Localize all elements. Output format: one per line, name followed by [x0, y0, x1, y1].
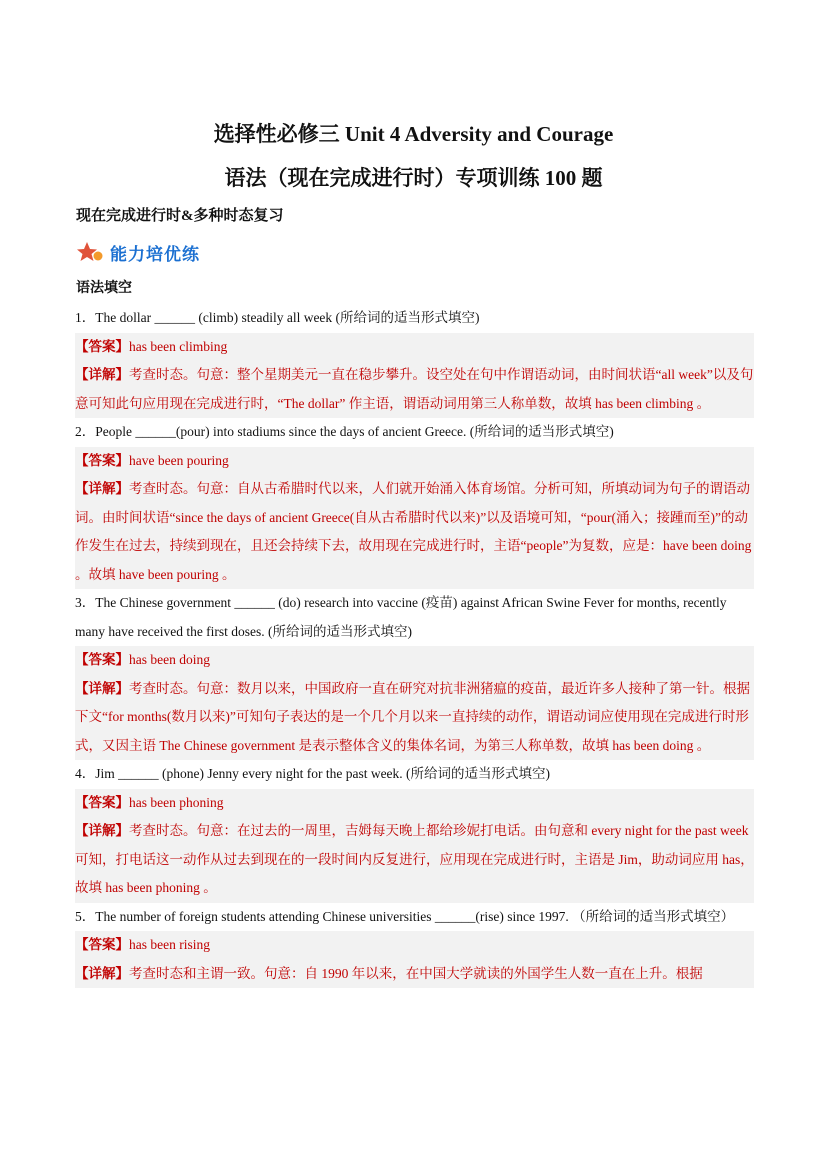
badge-label: 能力培优练 [110, 244, 200, 265]
answer-label: 【答案】 [75, 652, 129, 667]
answer-label: 【答案】 [75, 452, 129, 468]
section-badge [76, 238, 200, 266]
answer-text: has been phoning [129, 794, 224, 810]
document-title: 选择性必修三 Unit 4 Adversity and Courage [213, 122, 614, 146]
list-item [75, 760, 754, 903]
answer-text: has been doing [129, 652, 210, 667]
answer-block [75, 646, 754, 760]
explanation-label: 【详解】 [75, 481, 129, 496]
document-subtitle: 语法（现在完成进行时）专项训练 100 题 [224, 166, 603, 190]
question-text: 1．The dollar ______ (climb) steadily all week (所给词的适当形式填空) [75, 310, 480, 325]
list-item [75, 304, 754, 418]
answer-text: has been climbing [129, 338, 228, 354]
answer-block [75, 931, 754, 988]
explanation-label: 【详解】 [75, 680, 129, 696]
question-text: 3．The Chinese government ______ (do) research into vaccine (疫苗) against African Swine Fever for months, recently many have received the first doses. (所给词的适当形式填空) [75, 595, 727, 639]
explanation-text: 考查时态。句意：数月以来，中国政府一直在研究对抗非洲猪瘟的疫苗，最近许多人接种了第一针。根据下文“for months(数月以来)”可知句子表达的是一个几个月以来一直持续的动作，谓语动词应使用现在完成进行时形式，又因主语 The Chinese government 是表示整体含义的集体名词，为第三人称单数，故填 has been doing 。 [75, 680, 750, 753]
explanation-label: 【详解】 [75, 965, 129, 981]
answer-text: has been rising [129, 937, 210, 952]
answer-text: have been pouring [129, 452, 229, 468]
explanation-label: 【详解】 [75, 823, 129, 838]
answer-block [75, 333, 754, 419]
section-heading: 语法填空 [76, 281, 132, 296]
exercise-list [75, 304, 754, 988]
explanation-text: 考查时态。句意：在过去的一周里，吉姆每天晚上都给珍妮打电话。由句意和 every night for the past week 可知，打电话这一动作从过去到现在的一段时间内反复进行，应用现在完成进行时，主语是 Jim，助动词应用 has，故填 has been phoning 。 [75, 823, 754, 895]
question-text: 4．Jim ______ (phone) Jenny every night for the past week. (所给词的适当形式填空) [75, 766, 551, 781]
question-text: 2．People ______(pour) into stadiums since the days of ancient Greece. (所给词的适当形式填空) [75, 424, 614, 439]
answer-block [75, 789, 754, 903]
list-item [75, 589, 754, 760]
star-icon [76, 240, 104, 264]
explanation-text: 考查时态。句意：整个星期美元一直在稳步攀升。设空处在句中作谓语动词，由时间状语“all week”以及句意可知此句应用现在完成进行时，“The dollar” 作主语，谓语动词用第三人称单数，故填 has been climbing 。 [75, 367, 754, 411]
answer-label: 【答案】 [75, 937, 129, 952]
explanation-text: 考查时态和主谓一致。句意：自 1990 年以来，在中国大学就读的外国学生人数一直在上升。根据 [129, 965, 703, 981]
answer-label: 【答案】 [75, 794, 129, 810]
list-item [75, 903, 754, 989]
answer-label: 【答案】 [75, 338, 129, 354]
topic-heading: 现在完成进行时&多种时态复习 [76, 208, 284, 224]
explanation-text: 考查时态。句意：自从古希腊时代以来，人们就开始涌入体育场馆。分析可知，所填动词为句子的谓语动词。由时间状语“since the days of ancient Greece(自从古希腊时代以来)”以及语境可知，“pour(涌入；接踵而至)”的动作发生在过去，持续到现在，且还会持续下去，故用现在完成进行时，主语“people”为复数，应是：have been doing 。故填 have been pouring 。 [75, 481, 752, 582]
explanation-label: 【详解】 [75, 367, 129, 382]
answer-block [75, 447, 754, 590]
list-item [75, 418, 754, 589]
question-text: 5．The number of foreign students attending Chinese universities ______(rise) since 1997. （所给词的适当形式填空） [75, 908, 735, 924]
